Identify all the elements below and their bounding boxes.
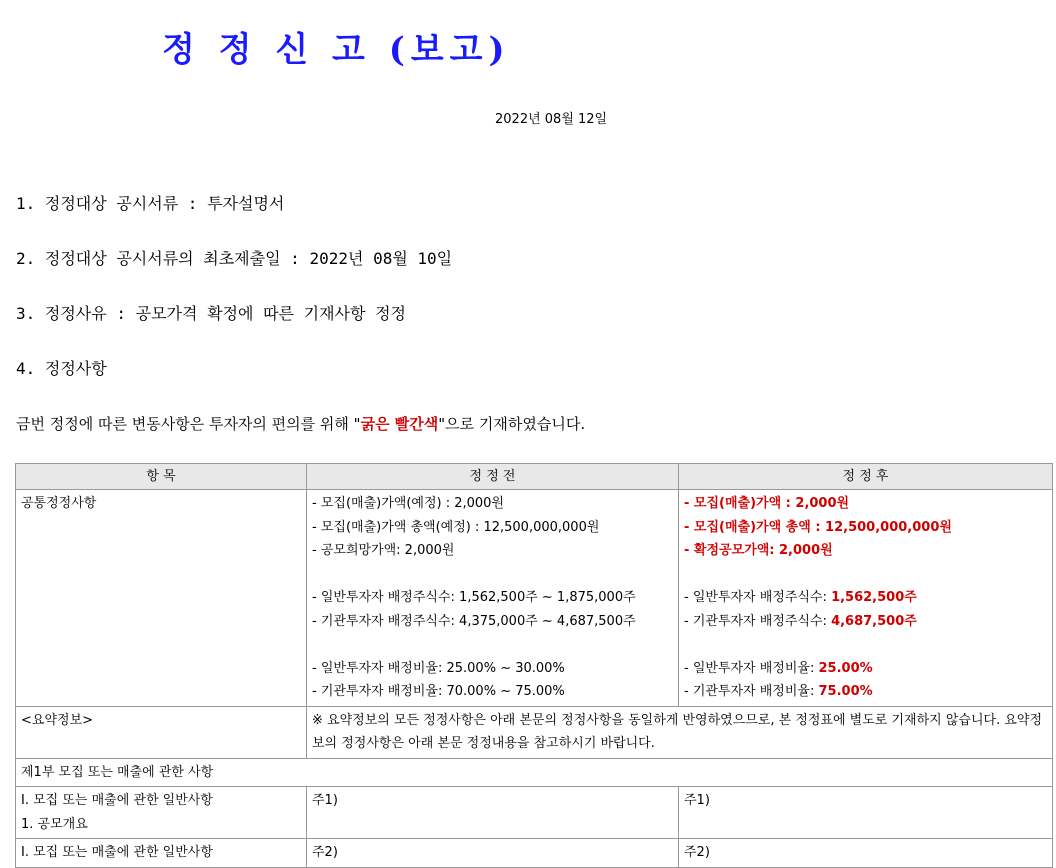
- header-before: 정 정 전: [307, 464, 679, 490]
- correction-table: [15, 463, 1053, 868]
- intro-text-before: 금번 정정에 따른 변동사항은 투자자의 편의를 위해 ": [16, 415, 361, 433]
- header-after: 정 정 후: [679, 464, 1053, 490]
- row-before: [307, 490, 679, 707]
- row-after: 주2): [679, 839, 1053, 868]
- table-row: [16, 758, 1053, 787]
- item-3: 3. 정정사유 : 공모가격 확정에 따른 기재사항 정정: [16, 304, 406, 323]
- before-line: - 일반투자자 배정비율: 25.00% ~ 30.00%: [312, 660, 565, 676]
- report-date: 2022년 08월 12일: [495, 112, 608, 127]
- page-title: 정 정 신 고 (보고): [162, 30, 511, 70]
- item-1: 1. 정정대상 공시서류 : 투자설명서: [16, 194, 285, 213]
- intro-text-after: "으로 기재하였습니다.: [438, 415, 586, 433]
- after-line: - 일반투자자 배정비율: 25.00%: [684, 660, 873, 676]
- row-item: I. 모집 또는 매출에 관한 일반사항: [16, 839, 307, 868]
- table-header-row: [16, 464, 1053, 490]
- after-line: - 기관투자자 배정비율: 75.00%: [684, 684, 873, 699]
- table-row: [16, 839, 1053, 868]
- before-line: - 일반투자자 배정주식수: 1,562,500주 ~ 1,875,000주: [312, 590, 636, 605]
- after-line: - 일반투자자 배정주식수: 1,562,500주: [684, 590, 917, 605]
- row-after: 주1): [679, 787, 1053, 839]
- after-line: - 모집(매출)가액 : 2,000원: [684, 496, 850, 511]
- row-note: ※ 요약정보의 모든 정정사항은 아래 본문의 정정사항을 동일하게 반영하였으므로, 본 정정표에 별도로 기재하지 않습니다. 요약정보의 정정사항은 아래 본문 정정내용을 참고하시기 바랍니다.: [307, 706, 1053, 758]
- after-line: - 모집(매출)가액 총액 : 12,500,000,000원: [684, 519, 952, 535]
- before-line: - 모집(매출)가액 총액(예정) : 12,500,000,000원: [312, 519, 600, 535]
- table-row: [16, 490, 1053, 707]
- before-line: - 모집(매출)가액(예정) : 2,000원: [312, 496, 504, 511]
- row-after: [679, 490, 1053, 707]
- after-line: - 기관투자자 배정주식수: 4,687,500주: [684, 613, 917, 629]
- row-item: <요약정보>: [16, 706, 307, 758]
- header-item: 항 목: [16, 464, 307, 490]
- item-4: 4. 정정사항: [16, 359, 107, 378]
- intro-paragraph: [16, 412, 626, 436]
- intro-highlight: 굵은 빨간색: [360, 415, 439, 433]
- item-2: 2. 정정대상 공시서류의 최초제출일 : 2022년 08월 10일: [16, 249, 453, 268]
- row-before: 주2): [307, 839, 679, 868]
- row-item: 공통정정사항: [16, 490, 307, 707]
- table-row: [16, 787, 1053, 839]
- before-line: - 공모희망가액: 2,000원: [312, 543, 455, 558]
- before-line: - 기관투자자 배정비율: 70.00% ~ 75.00%: [312, 684, 565, 699]
- before-line: - 기관투자자 배정주식수: 4,375,000주 ~ 4,687,500주: [312, 613, 636, 629]
- table-row: [16, 706, 1053, 758]
- row-item: I. 모집 또는 매출에 관한 일반사항 1. 공모개요: [16, 787, 307, 839]
- after-line: - 확정공모가액: 2,000원: [684, 543, 833, 558]
- row-before: 주1): [307, 787, 679, 839]
- section-heading: 제1부 모집 또는 매출에 관한 사항: [16, 758, 1053, 787]
